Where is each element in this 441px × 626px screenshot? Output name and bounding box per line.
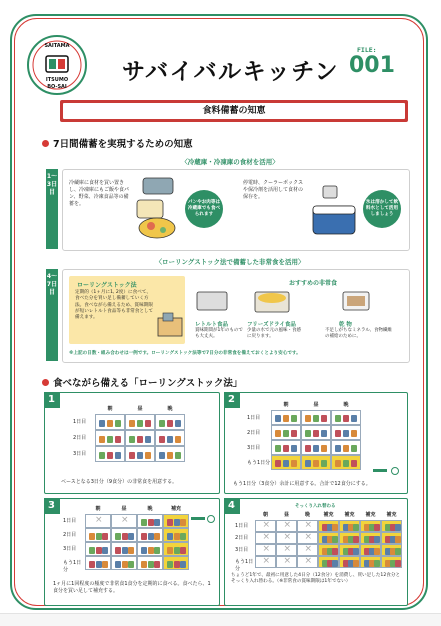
grid-cell [95,414,125,430]
crossed-icon: × [283,544,292,554]
grid-cell [137,556,163,570]
svg-text:BO-SAI: BO-SAI [47,84,67,90]
grid-col-header: 昼 [283,512,289,518]
grid-cell [111,514,137,528]
food3-name: 乾 物 [339,322,352,328]
step4-number: 4 [224,498,240,514]
crossed-icon: × [262,532,271,542]
grid-cell [271,455,301,470]
food-can-icon [99,452,105,459]
grid-cell [271,410,301,425]
crossed-icon: × [95,515,103,525]
grid-cell [318,544,339,556]
food-can-icon [374,560,380,567]
fridge-panel [62,169,410,251]
food-can-icon [129,436,135,443]
food-can-icon [332,536,338,543]
step3-circle-icon [207,515,215,523]
food-can-icon [167,436,173,443]
food-can-icon [180,561,186,568]
crossed-icon: × [304,556,313,566]
grid-cell [137,514,163,528]
food-can-icon [351,445,357,452]
food-can-icon [96,533,102,540]
food-can-icon [343,430,349,437]
crossed-icon: × [304,544,313,554]
food-can-icon [115,547,121,554]
food-can-icon [167,547,173,554]
food-can-icon [99,420,105,427]
step1-box [44,392,220,494]
step2-circle-icon [391,467,399,475]
grid-cell [381,520,402,532]
food-can-icon [343,460,349,467]
food-can-icon [115,561,121,568]
grid-cell [297,544,318,556]
bubble-bread: パンやお肉等は冷蔵庫でも食べられます [185,190,223,228]
food-can-icon [89,547,95,554]
grid-row-label: もう1日分 [247,459,271,466]
step4-caption: ちょうど1年で、最初に用意した4日分（12食分）を消費し、買い足した12食分とそっくり入れ替わる。（※非常食の賞味期限は1年でない） [231,573,401,585]
crossed-icon: × [283,556,292,566]
grid-cell [85,542,111,556]
food-can-icon [351,430,357,437]
grid-cell [339,556,360,568]
grid-col-header: 昼 [121,506,127,512]
grid-row-label: もう1日分 [63,560,82,573]
grid-cell [381,556,402,568]
grid-cell [125,430,155,446]
food-can-icon [167,519,173,526]
grid-row-label: 2日目 [247,429,261,436]
food-can-icon [353,536,359,543]
grid-col-header: 晩 [147,506,153,512]
grid-cell [255,532,276,544]
grid-cell [318,532,339,544]
step2-caption: もう1日分（3食分）余計に用意する。合計で12食分にする。 [233,481,371,487]
food-can-icon [89,533,95,540]
food-can-icon [141,547,147,554]
step3-number: 3 [44,498,60,514]
grid-cell [163,528,189,542]
food-can-icon [351,460,357,467]
rolling-text: 定期的（1ヶ月に1, 2度）に食べて、食べた分を買い足し備蓄していく方法。食べながら備えるため、賞味期限が短いレトルト食品等も非常食として備えます。 [75,290,154,321]
food-can-icon [148,519,154,526]
crossed-icon: × [262,544,271,554]
file-label: FILE: [357,46,377,54]
food-can-icon [291,460,297,467]
food-can-icon [154,561,160,568]
food-can-icon [115,533,121,540]
grid-row-label: 2日目 [73,435,87,441]
title-band [60,100,408,122]
food-can-icon [154,519,160,526]
food-can-icon [180,533,186,540]
food-can-icon [335,445,341,452]
grid-cell [255,520,276,532]
food-can-icon [129,452,135,459]
food-can-icon [343,445,349,452]
food-can-icon [159,420,165,427]
food-can-icon [313,445,319,452]
grid-cell [111,542,137,556]
grid-cell [339,544,360,556]
grid-col-header: 昼 [137,406,143,412]
food-can-icon [99,436,105,443]
grid-cell [318,520,339,532]
grid-cell [111,528,137,542]
grid-cell [360,520,381,532]
grid-cell [381,544,402,556]
food-can-icon [159,452,165,459]
food-can-icon [96,547,102,554]
crossed-icon: × [283,520,292,530]
recommend-heading: おすすめの非常食 [289,280,338,287]
days-4-7-bar [46,269,58,361]
food-can-icon [275,460,281,467]
grid-row-label: 1日目 [247,414,261,421]
grid-cell [137,528,163,542]
food-can-icon [115,420,121,427]
food-can-icon [305,460,311,467]
food-can-icon [145,452,151,459]
grid-row-label: 1日目 [63,518,77,524]
food-can-icon [305,430,311,437]
bosai-logo [26,34,88,96]
food-can-icon [332,560,338,567]
food-can-icon [374,548,380,555]
food-can-icon [283,445,289,452]
grid-cell [331,425,361,440]
food-can-icon [148,547,154,554]
freeze-dried-food-icon [249,286,299,316]
step2-box [224,392,408,494]
food-can-icon [353,524,359,531]
grid-cell [276,544,297,556]
food-can-icon [175,420,181,427]
grid-row-label: もう1日分 [235,559,254,572]
food-can-icon [283,460,289,467]
food-can-icon [174,547,180,554]
grid-cell [271,425,301,440]
crossed-icon: × [283,532,292,542]
grid-cell [301,425,331,440]
step3-box [44,498,220,606]
days-4-7-label: 4〜7日目 [46,273,58,296]
bubble-ice: 氷は溶かして飲料水として活用しましょう [363,190,401,228]
food-can-icon [167,452,173,459]
grid-col-header: 補充 [323,512,334,518]
food-can-icon [107,436,113,443]
grid-cell [318,556,339,568]
grid-cell [163,514,189,528]
frozen-food-illustration [133,176,181,242]
food-can-icon [283,415,289,422]
food-can-icon [154,533,160,540]
grid-cell [125,446,155,462]
sub-heading-rolling: 〈ローリングストック法で備蓄した非常食を活用〉 [155,258,305,266]
food-can-icon [96,561,102,568]
food-can-icon [321,460,327,467]
food-can-icon [374,536,380,543]
food-can-icon [305,445,311,452]
food-can-icon [122,561,128,568]
grid-cell [301,455,331,470]
grid-cell [276,520,297,532]
crossed-icon: × [262,520,271,530]
step1-number: 1 [44,392,60,408]
food-can-icon [335,415,341,422]
grid-cell [85,514,111,528]
crossed-icon: × [304,532,313,542]
food-can-icon [283,430,289,437]
food-can-icon [180,519,186,526]
food-can-icon [291,445,297,452]
grid-col-header: 昼 [313,402,319,408]
food-box-illustration [155,310,185,340]
crossed-icon: × [262,556,271,566]
grid-cell [276,532,297,544]
food1-desc: 賞味期間が1年のものでも大丈夫。 [195,328,243,339]
days-1-3-label: 1〜3日目 [46,173,58,196]
food-can-icon [395,524,401,531]
svg-text:ITSUMO: ITSUMO [45,77,69,83]
food-can-icon [128,533,134,540]
food-can-icon [175,452,181,459]
dried-goods-icon [339,286,375,316]
food-can-icon [395,536,401,543]
food-can-icon [154,547,160,554]
food3-desc: 不足しがちなミネラル、食物繊維の補給のために。 [325,328,393,339]
food2-desc: 少量の水で元の風味・食感に戻ります。 [247,328,301,339]
grid-row-label: 1日目 [73,419,87,425]
food-can-icon [141,533,147,540]
section1-heading [42,136,193,150]
grid-row-label: 3日目 [247,444,261,451]
grid-cell [339,520,360,532]
svg-text:SAITAMA: SAITAMA [44,43,70,49]
grid-col-header: 朝 [107,406,113,412]
food-can-icon [102,547,108,554]
grid-cell [85,556,111,570]
sub-heading-fridge: 〈冷蔵庫・冷凍庫の食材を活用〉 [181,158,279,166]
food-can-icon [148,561,154,568]
section2-heading-text: 食べながら備える「ローリングストック法」 [53,378,243,389]
crossed-icon: × [121,515,129,525]
food-can-icon [102,533,108,540]
food-can-icon [332,524,338,531]
grid-cell [331,410,361,425]
food-can-icon [174,533,180,540]
grid-col-header: 朝 [262,512,268,518]
retort-food-icon [195,288,231,314]
grid-cell [255,544,276,556]
food-can-icon [122,533,128,540]
food-can-icon [137,452,143,459]
grid-col-header: 晩 [343,402,349,408]
food-can-icon [275,415,281,422]
section2-heading [42,375,242,389]
food-can-icon [321,415,327,422]
grid-cell [297,520,318,532]
food-can-icon [291,415,297,422]
grid-cell [297,532,318,544]
food-can-icon [129,420,135,427]
food-can-icon [313,430,319,437]
grid-col-header: 朝 [95,506,101,512]
grid-cell [155,430,185,446]
food-can-icon [137,436,143,443]
grid-col-header: 晩 [304,512,310,518]
food-can-icon [305,415,311,422]
grid-cell [137,542,163,556]
cooler-box-illustration [309,184,359,240]
days-1-3-bar [46,169,58,249]
food-can-icon [335,430,341,437]
food-can-icon [128,547,134,554]
file-number: 001 [349,53,395,78]
red-dot-icon [42,140,49,147]
rolling-title: ローリングストック法 [77,282,137,289]
fridge-text: 冷蔵庫に食材を買い置きし、冷凍庫にもご飯や食パン、野菜、冷凍食品等の備蓄を。 [69,180,130,207]
food-can-icon [174,561,180,568]
food-can-icon [175,436,181,443]
food-can-icon [353,560,359,567]
grid-col-header: 晩 [167,406,173,412]
grid-row-label: 3日目 [63,546,77,552]
footer-bar [0,613,441,626]
food-can-icon [395,548,401,555]
food-can-icon [145,436,151,443]
footnote: ※上記の日数・組み合わせは一例です。ローリングストック法等で7日分の非常食を備えておくとより安心です。 [69,351,301,356]
food-can-icon [351,415,357,422]
food-can-icon [275,430,281,437]
food-can-icon [321,430,327,437]
page [20,24,420,604]
grid-row-label: 3日目 [73,451,87,457]
grid-cell [163,542,189,556]
power-outage-text: 停電時、クーラーボックスや保冷剤を活用して食材の保存を。 [243,180,304,200]
grid-cell [301,410,331,425]
crossed-icon: × [304,520,313,530]
food-can-icon [343,415,349,422]
grid-cell [111,556,137,570]
red-dot-icon [42,379,49,386]
food-can-icon [313,460,319,467]
rolling-panel [62,269,410,363]
grid-row-label: 2日目 [63,532,77,538]
food-can-icon [122,547,128,554]
grid-cell [339,532,360,544]
food-can-icon [321,445,327,452]
grid-cell [360,532,381,544]
step4-tag: そっくり入れ替わる [295,504,336,509]
step4-box [224,498,408,606]
food-can-icon [180,547,186,554]
food-can-icon [174,519,180,526]
food-can-icon [148,533,154,540]
grid-col-header: 補充 [365,512,376,518]
band-title: 食料備蓄の知恵 [63,103,405,119]
grid-col-header: 補充 [386,512,397,518]
grid-cell [271,440,301,455]
food-can-icon [115,452,121,459]
grid-cell [297,556,318,568]
step3-arrow-icon [191,517,205,520]
grid-cell [331,440,361,455]
grid-cell [255,556,276,568]
grid-row-label: 1日目 [235,523,249,529]
food-can-icon [374,524,380,531]
section1-heading-text: 7日間備蓄を実現するための知恵 [53,139,193,150]
grid-row-label: 2日目 [235,535,249,541]
food-can-icon [141,561,147,568]
food-can-icon [313,415,319,422]
grid-cell [85,528,111,542]
grid-cell [360,544,381,556]
food-can-icon [128,561,134,568]
food-can-icon [137,420,143,427]
food-can-icon [159,436,165,443]
step1-caption: ベースとなる3日分（9食分）の非常食を用意する。 [61,479,178,485]
food-can-icon [102,561,108,568]
food-can-icon [332,548,338,555]
food-can-icon [335,460,341,467]
food-can-icon [89,561,95,568]
food-can-icon [167,533,173,540]
grid-cell [301,440,331,455]
grid-cell [95,446,125,462]
food1-name: レトルト食品 [195,322,229,328]
grid-cell [155,414,185,430]
grid-cell [360,556,381,568]
grid-cell [95,430,125,446]
food-can-icon [115,436,121,443]
food-can-icon [395,560,401,567]
food-can-icon [107,420,113,427]
food2-name: フリーズドライ食品 [247,322,296,328]
grid-row-label: 3日目 [235,547,249,553]
page-title: サバイバルキッチン [122,59,340,85]
grid-col-header: 補充 [344,512,355,518]
food-can-icon [275,445,281,452]
food-can-icon [141,519,147,526]
step2-number: 2 [224,392,240,408]
food-can-icon [145,420,151,427]
grid-cell [125,414,155,430]
grid-col-header: 朝 [283,402,289,408]
grid-cell [155,446,185,462]
food-can-icon [167,561,173,568]
step2-arrow-icon [373,469,387,472]
grid-cell [163,556,189,570]
grid-cell [331,455,361,470]
food-can-icon [167,420,173,427]
grid-cell [381,532,402,544]
grid-cell [276,556,297,568]
food-can-icon [107,452,113,459]
step3-caption: 1ヶ月に1回程度の頻度で非常食1食分を定期的に食べる。食べたら、1食分を買い足して補充する。 [53,581,211,594]
food-can-icon [353,548,359,555]
food-can-icon [291,430,297,437]
grid-col-header: 補充 [170,506,181,512]
